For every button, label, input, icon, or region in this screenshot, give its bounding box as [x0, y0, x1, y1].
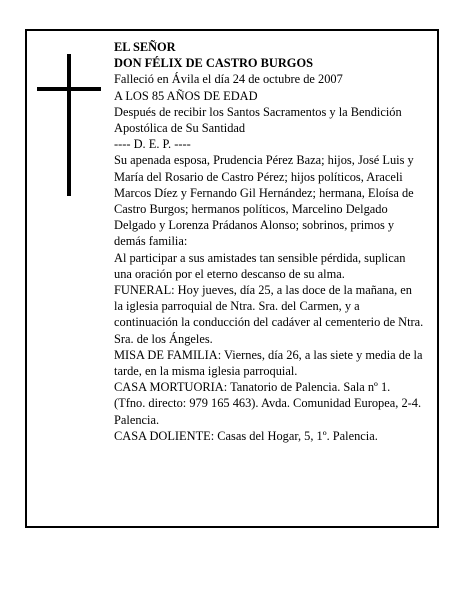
prayer-request: Al participar a sus amistades tan sensible pérdida, suplican una oración por el eterno descanso de su alma. [114, 250, 406, 281]
cross-horizontal-bar [37, 87, 101, 91]
mourning-house-info: CASA DOLIENTE: Casas del Hogar, 5, 1º. Palencia. [114, 428, 378, 443]
funeral-info: FUNERAL: Hoy jueves, día 25, a las doce de la mañana, en la iglesia parroquial de Ntra. Sra. del Carmen, y a continuación la conducción del cadáver al cementerio de Ntra. Sra. de los Ángeles. [114, 283, 424, 346]
death-notice: Falleció en Ávila el día 24 de octubre de 2007 [114, 72, 343, 87]
title-line-1: EL SEÑOR [114, 40, 176, 54]
cross-vertical-bar [67, 54, 71, 196]
obituary-text [114, 39, 424, 444]
family-paragraph: Su apenada esposa, Prudencia Pérez Baza; hijos, José Luis y María del Rosario de Castro Pérez; hijos políticos, Araceli Marcos Díez y Fernando Gil Hernández; hermana, Eloísa de Castro Burgos; hermanos políticos, Marcelino Delgado Delgado y Lorenza Prádanos Alonso; sobrinos, primos y demás familia: [114, 153, 414, 249]
funeral-home-info: CASA MORTUORIA: Tanatorio de Palencia. Sala nº 1. (Tfno. directo: 979 165 463). Avda. Comunidad Europea, 2-4. Palencia. [114, 380, 422, 427]
rip-line: ---- D. E. P. ---- [114, 137, 191, 152]
family-mass-info: MISA DE FAMILIA: Viernes, día 26, a las siete y media de la tarde, en la misma iglesia parroquial. [114, 347, 423, 379]
age-line: A LOS 85 AÑOS DE EDAD [114, 88, 258, 103]
sacraments-line: Después de recibir los Santos Sacramentos y la Bendición Apostólica de Su Santidad [114, 104, 402, 136]
deceased-name: DON FÉLIX DE CASTRO BURGOS [114, 56, 313, 71]
